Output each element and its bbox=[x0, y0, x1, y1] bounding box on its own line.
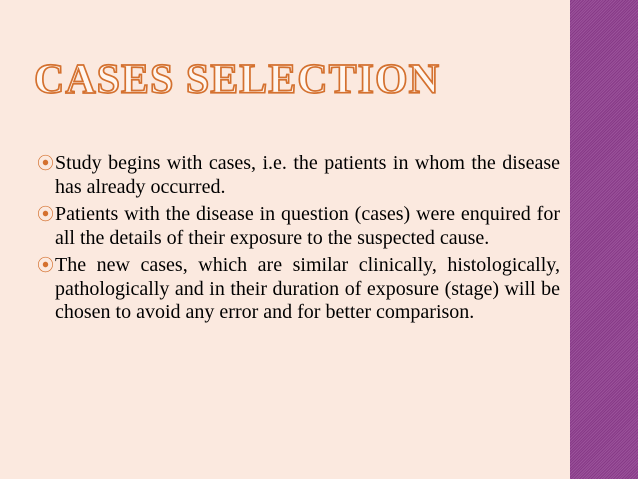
circled-dot-bullet-icon: ⦿ bbox=[37, 154, 54, 173]
bullet-list bbox=[38, 152, 560, 329]
bullet-item bbox=[38, 203, 560, 250]
bullet-text: The new cases, which are similar clinically, histologically, pathologically and in their duration of exposure (stage) will be chosen to avoid any error and for better comparison. bbox=[55, 254, 560, 323]
decorative-side-band bbox=[570, 0, 638, 479]
circled-dot-bullet-icon: ⦿ bbox=[37, 205, 54, 224]
circled-dot-bullet-icon: ⦿ bbox=[37, 256, 54, 275]
bullet-text: Patients with the disease in question (cases) were enquired for all the details of their exposure to the suspected cause. bbox=[55, 203, 560, 249]
slide-title: CASES SELECTION bbox=[34, 57, 440, 103]
bullet-item bbox=[38, 254, 560, 325]
bullet-text: Study begins with cases, i.e. the patients in whom the disease has already occurred. bbox=[55, 152, 560, 198]
bullet-item bbox=[38, 152, 560, 199]
